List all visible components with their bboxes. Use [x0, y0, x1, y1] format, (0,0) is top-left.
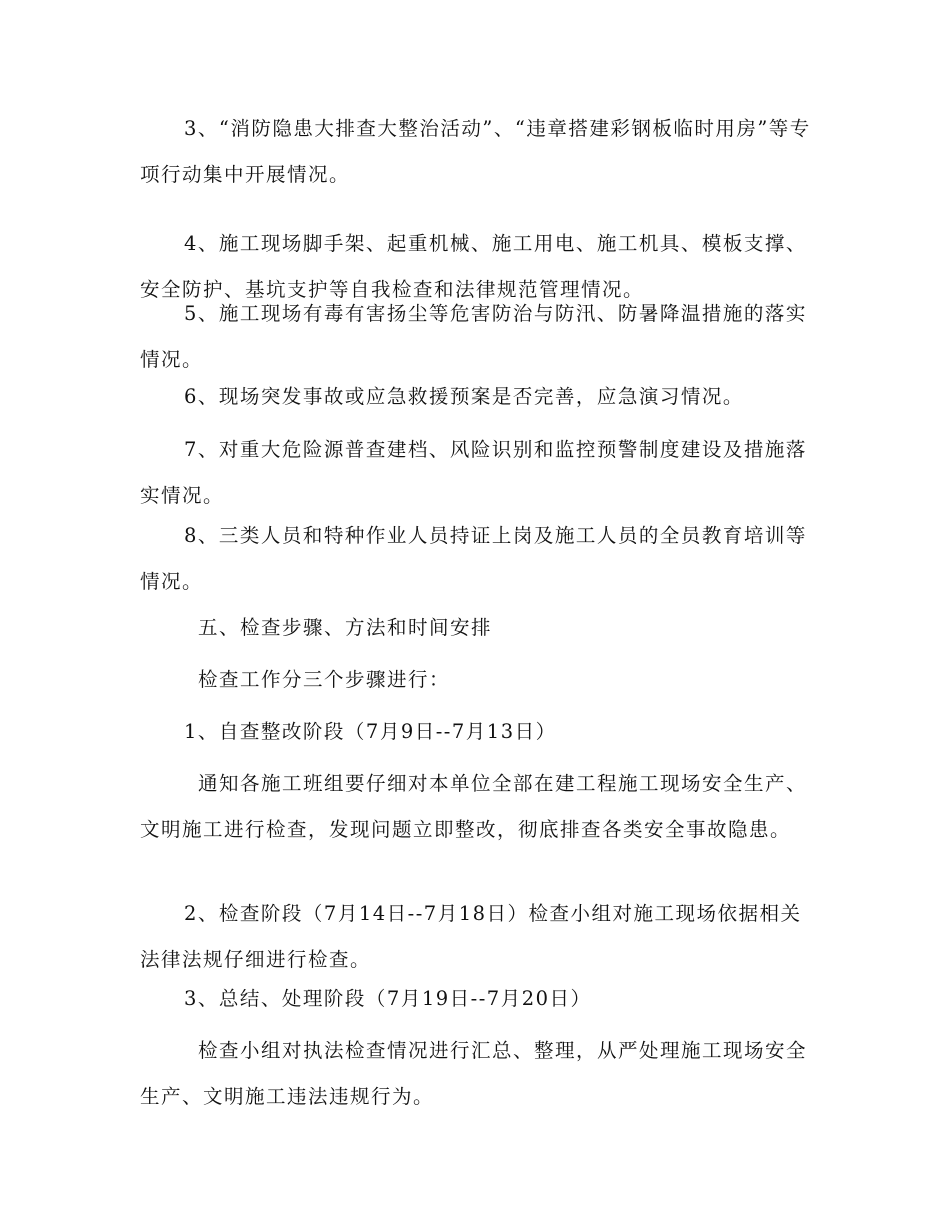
step-3-heading: 3、总结、处理阶段（7月19日--7月20日） — [184, 987, 592, 1010]
section-heading: 五、检查步骤、方法和时间安排 — [198, 616, 493, 639]
step-2-paragraph: 2、检查阶段（7月14日--7月18日）检查小组对施工现场依据相关法律法规仔细进行检查。 — [140, 902, 802, 971]
step-3-description: 检查小组对执法检查情况进行汇总、整理，从严处理施工现场安全生产、文明施工违法违规行为。 — [140, 1039, 808, 1108]
step-1-heading: 1、自查整改阶段（7月9日--7月13日） — [184, 720, 557, 743]
paragraph-item-5: 5、施工现场有毒有害扬尘等危害防治与防汛、防暑降温措施的落实情况。 — [140, 302, 807, 371]
paragraph-item-7: 7、对重大危险源普查建档、风险识别和监控预警制度建设及措施落实情况。 — [140, 438, 807, 507]
paragraph-item-3: 3、“消防隐患大排查大整治活动”、“违章搭建彩钢板临时用房”等专项行动集中开展情况。 — [140, 117, 811, 186]
paragraph-item-6: 6、现场突发事故或应急救援预案是否完善，应急演习情况。 — [184, 385, 744, 408]
paragraph-item-8: 8、三类人员和特种作业人员持证上岗及施工人员的全员教育培训等情况。 — [140, 524, 807, 593]
paragraph-item-4: 4、施工现场脚手架、起重机械、施工用电、施工机具、模板支撑、安全防护、基坑支护等自我检查和法律规范管理情况。 — [140, 232, 807, 301]
step-1-description: 通知各施工班组要仔细对本单位全部在建工程施工现场安全生产、文明施工进行检查，发现问题立即整改，彻底排查各类安全事故隐患。 — [140, 772, 808, 841]
paragraph-intro: 检查工作分三个步骤进行： — [198, 668, 451, 691]
